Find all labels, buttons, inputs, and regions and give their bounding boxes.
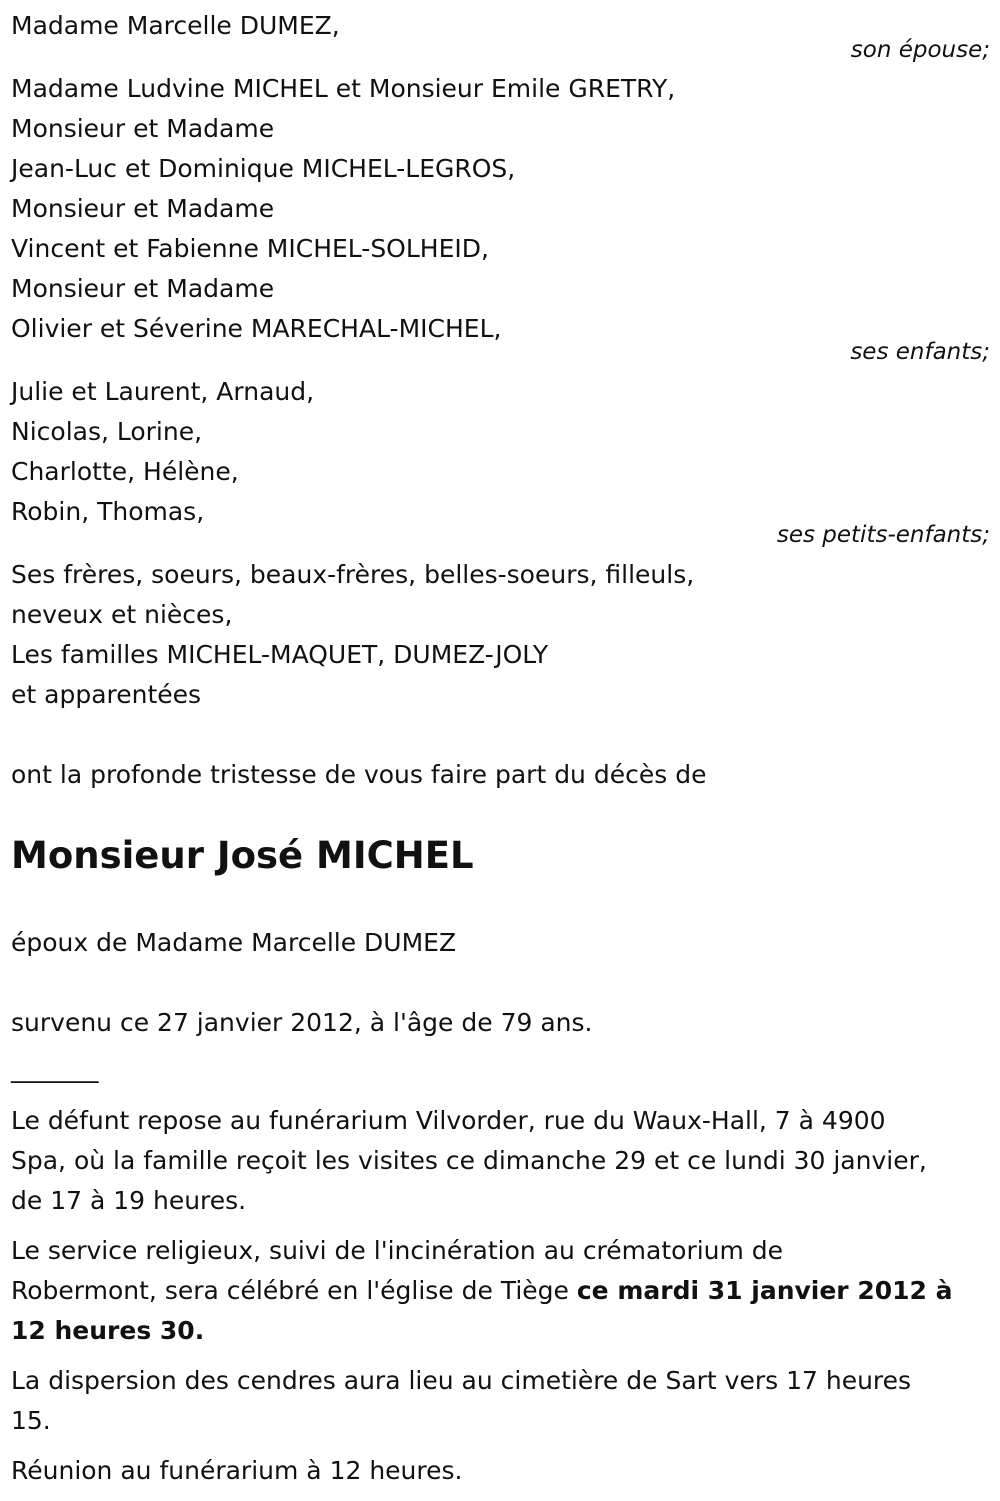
- children-line: Monsieur et Madame: [11, 194, 275, 223]
- service-date-bold: ce mardi 31 janvier 2012 à: [576, 1276, 953, 1305]
- grandchildren-line: Robin, Thomas,: [11, 497, 205, 526]
- service-line: [11, 1274, 953, 1308]
- spouse-role: son épouse;: [850, 37, 990, 63]
- children-line: Monsieur et Madame: [11, 114, 275, 143]
- announcement: ont la profonde tristesse de vous faire part du décès de: [11, 760, 707, 789]
- meeting-line: Réunion au funérarium à 12 heures.: [11, 1456, 463, 1485]
- spouse-line: Madame Marcelle DUMEZ,: [11, 11, 340, 40]
- children-line: Monsieur et Madame: [11, 274, 275, 303]
- service-plain-text: Robermont, sera célébré en l'église de Tiège: [11, 1276, 577, 1305]
- death-info: survenu ce 27 janvier 2012, à l'âge de 79 ans.: [11, 1008, 593, 1037]
- children-line: Jean-Luc et Dominique MICHEL-LEGROS,: [11, 154, 516, 183]
- grandchildren-line: Julie et Laurent, Arnaud,: [11, 377, 315, 406]
- grandchildren-role: ses petits-enfants;: [776, 522, 990, 548]
- family-line: Ses frères, soeurs, beaux-frères, belles-soeurs, filleuls,: [11, 560, 695, 589]
- family-line: et apparentées: [11, 680, 202, 709]
- spouse-of: époux de Madame Marcelle DUMEZ: [11, 928, 457, 957]
- rest-line: Spa, où la famille reçoit les visites ce dimanche 29 et ce lundi 30 janvier,: [11, 1146, 927, 1175]
- service-time-bold: 12 heures 30.: [11, 1316, 205, 1345]
- service-line: Le service religieux, suivi de l'incinération au crématorium de: [11, 1236, 784, 1265]
- grandchildren-line: Charlotte, Hélène,: [11, 457, 239, 486]
- children-line: Madame Ludvine MICHEL et Monsieur Emile GRETRY,: [11, 74, 676, 103]
- rest-line: Le défunt repose au funérarium Vilvorder, rue du Waux-Hall, 7 à 4900: [11, 1106, 886, 1135]
- children-line: Olivier et Séverine MARECHAL-MICHEL,: [11, 314, 502, 343]
- children-role: ses enfants;: [850, 339, 990, 365]
- rest-line: de 17 à 19 heures.: [11, 1186, 247, 1215]
- dispersion-line: La dispersion des cendres aura lieu au cimetière de Sart vers 17 heures: [11, 1366, 912, 1395]
- separator: _______: [11, 1054, 99, 1083]
- deceased-name: Monsieur José MICHEL: [11, 834, 474, 877]
- children-line: Vincent et Fabienne MICHEL-SOLHEID,: [11, 234, 489, 263]
- dispersion-line: 15.: [11, 1406, 51, 1435]
- grandchildren-line: Nicolas, Lorine,: [11, 417, 203, 446]
- family-line: Les familles MICHEL-MAQUET, DUMEZ-JOLY: [11, 640, 549, 669]
- family-line: neveux et nièces,: [11, 600, 233, 629]
